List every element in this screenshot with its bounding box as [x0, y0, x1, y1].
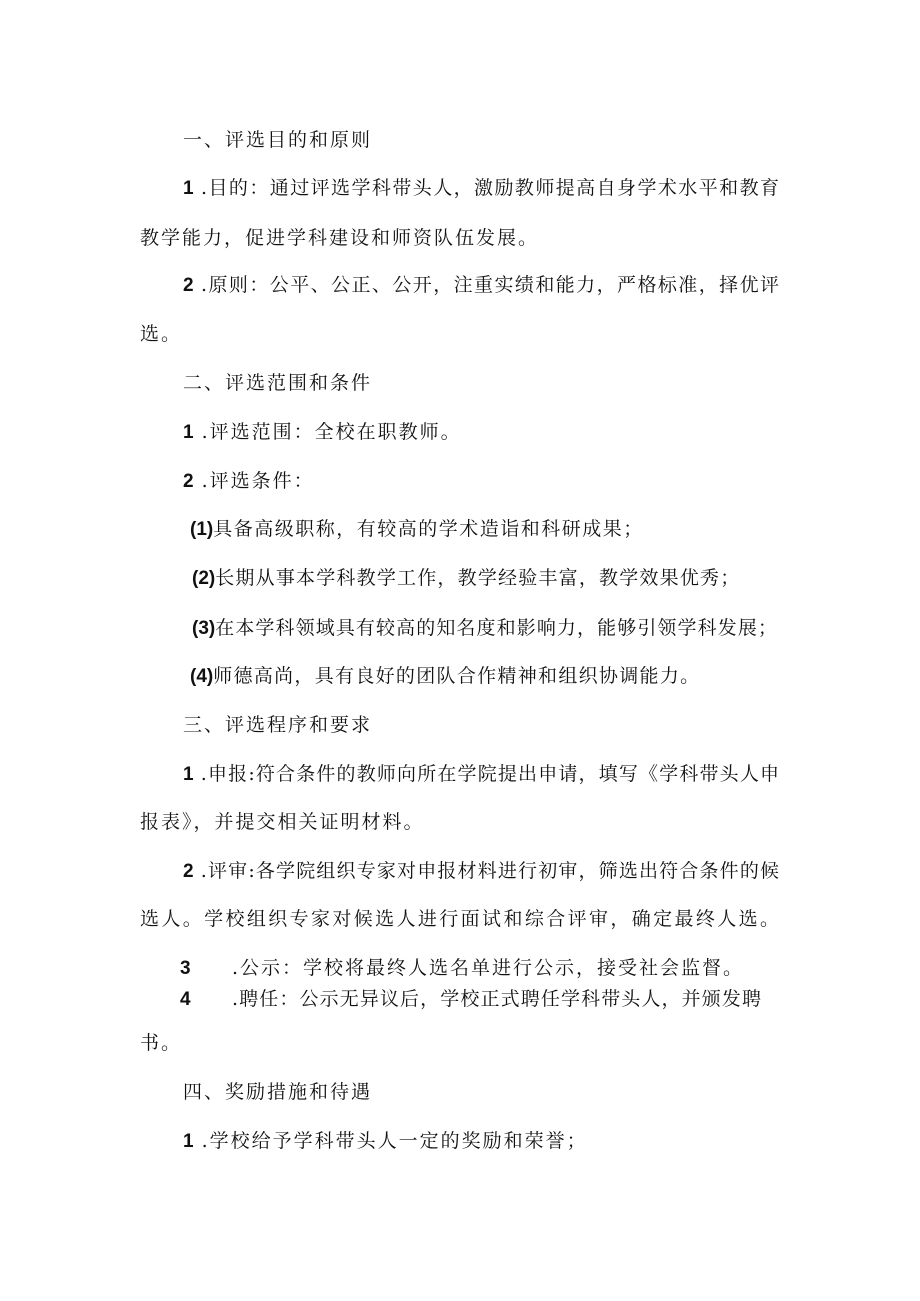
paragraph-principle-line-2 [140, 322, 182, 346]
paragraph-review-line-1 [183, 859, 779, 884]
heading-text: 四、奖励措施和待遇 [183, 1081, 373, 1103]
item-text: .聘任：公示无异议后，学校正式聘任学科带头人，并颁发聘 [232, 988, 761, 1010]
condition-item-1 [190, 517, 644, 542]
item-text: .公示：学校将最终人选名单进行公示，接受社会监督。 [232, 957, 745, 979]
paragraph-purpose-line-2 [140, 226, 539, 250]
item-number: 1 [183, 178, 194, 199]
item-number: 1 [183, 422, 194, 443]
item-text: 在本学科领域具有较高的知名度和影响力，能够引领学科发展； [215, 617, 779, 639]
paragraph-review-line-2 [140, 907, 779, 931]
item-number: (2) [192, 568, 216, 589]
paragraph-application-line-1 [183, 762, 779, 787]
section-heading-3 [183, 713, 372, 737]
paragraph-purpose-line-1 [183, 176, 779, 201]
item-text: .原则：公平、公正、公开，注重实绩和能力，严格标准，择优评 [201, 274, 779, 296]
paragraph-principle-line-1 [183, 273, 779, 298]
item-number: (4) [190, 666, 214, 687]
paragraph-reward [183, 1129, 588, 1154]
item-text: .评选条件： [201, 470, 315, 492]
item-number: (3) [192, 618, 216, 639]
heading-text: 三、评选程序和要求 [183, 714, 373, 736]
paragraph-appointment-line-1 [180, 987, 761, 1012]
section-heading-1 [183, 128, 372, 152]
paragraph-text: 选。 [140, 323, 183, 345]
paragraph-text [183, 762, 779, 787]
item-number: 1 [183, 764, 194, 785]
paragraph-text [183, 859, 779, 884]
item-text: .评选范围：全校在职教师。 [201, 421, 462, 443]
paragraph-text: 报表》，并提交相关证明材料。 [140, 811, 425, 833]
paragraph-conditions [183, 469, 315, 494]
item-number: 2 [183, 861, 194, 882]
item-number: 3 [180, 958, 191, 979]
paragraph-application-line-2 [140, 810, 425, 834]
item-text: 具备高级职称，有较高的学术造诣和科研成果； [213, 518, 644, 540]
item-number: 4 [180, 989, 191, 1010]
item-number: 2 [183, 275, 194, 296]
condition-item-4 [190, 664, 700, 689]
paragraph-scope [183, 420, 462, 445]
paragraph-publicity [180, 956, 744, 981]
section-heading-4 [183, 1080, 372, 1104]
paragraph-text [183, 273, 779, 298]
item-text: .申报:符合条件的教师向所在学院提出申请，填写《学科带头人申 [200, 763, 779, 785]
heading-text: 一、评选目的和原则 [183, 129, 373, 151]
item-number: (1) [190, 519, 214, 540]
item-text: 长期从事本学科教学工作，教学经验丰富，教学效果优秀； [215, 567, 741, 589]
heading-text: 二、评选范围和条件 [183, 372, 373, 394]
paragraph-text: 选人。学校组织专家对候选人进行面试和综合评审，确定最终人选。 [140, 908, 779, 930]
item-number: 1 [183, 1131, 194, 1152]
paragraph-text: 书。 [140, 1032, 183, 1054]
paragraph-text [183, 176, 779, 201]
item-text: .目的：通过评选学科带头人，激励教师提高自身学术水平和教育 [201, 177, 779, 199]
paragraph-text: 教学能力，促进学科建设和师资队伍发展。 [140, 227, 540, 249]
item-text: 师德高尚，具有良好的团队合作精神和组织协调能力。 [213, 665, 701, 687]
item-text: .评审:各学院组织专家对申报材料进行初审，筛选出符合条件的候 [200, 860, 779, 882]
item-number: 2 [183, 471, 194, 492]
paragraph-text [180, 987, 761, 1012]
section-heading-2 [183, 371, 372, 395]
paragraph-appointment-line-2 [140, 1031, 182, 1055]
item-text: .学校给予学科带头人一定的奖励和荣誉； [201, 1130, 588, 1152]
condition-item-3 [192, 616, 778, 641]
condition-item-2 [192, 566, 740, 591]
